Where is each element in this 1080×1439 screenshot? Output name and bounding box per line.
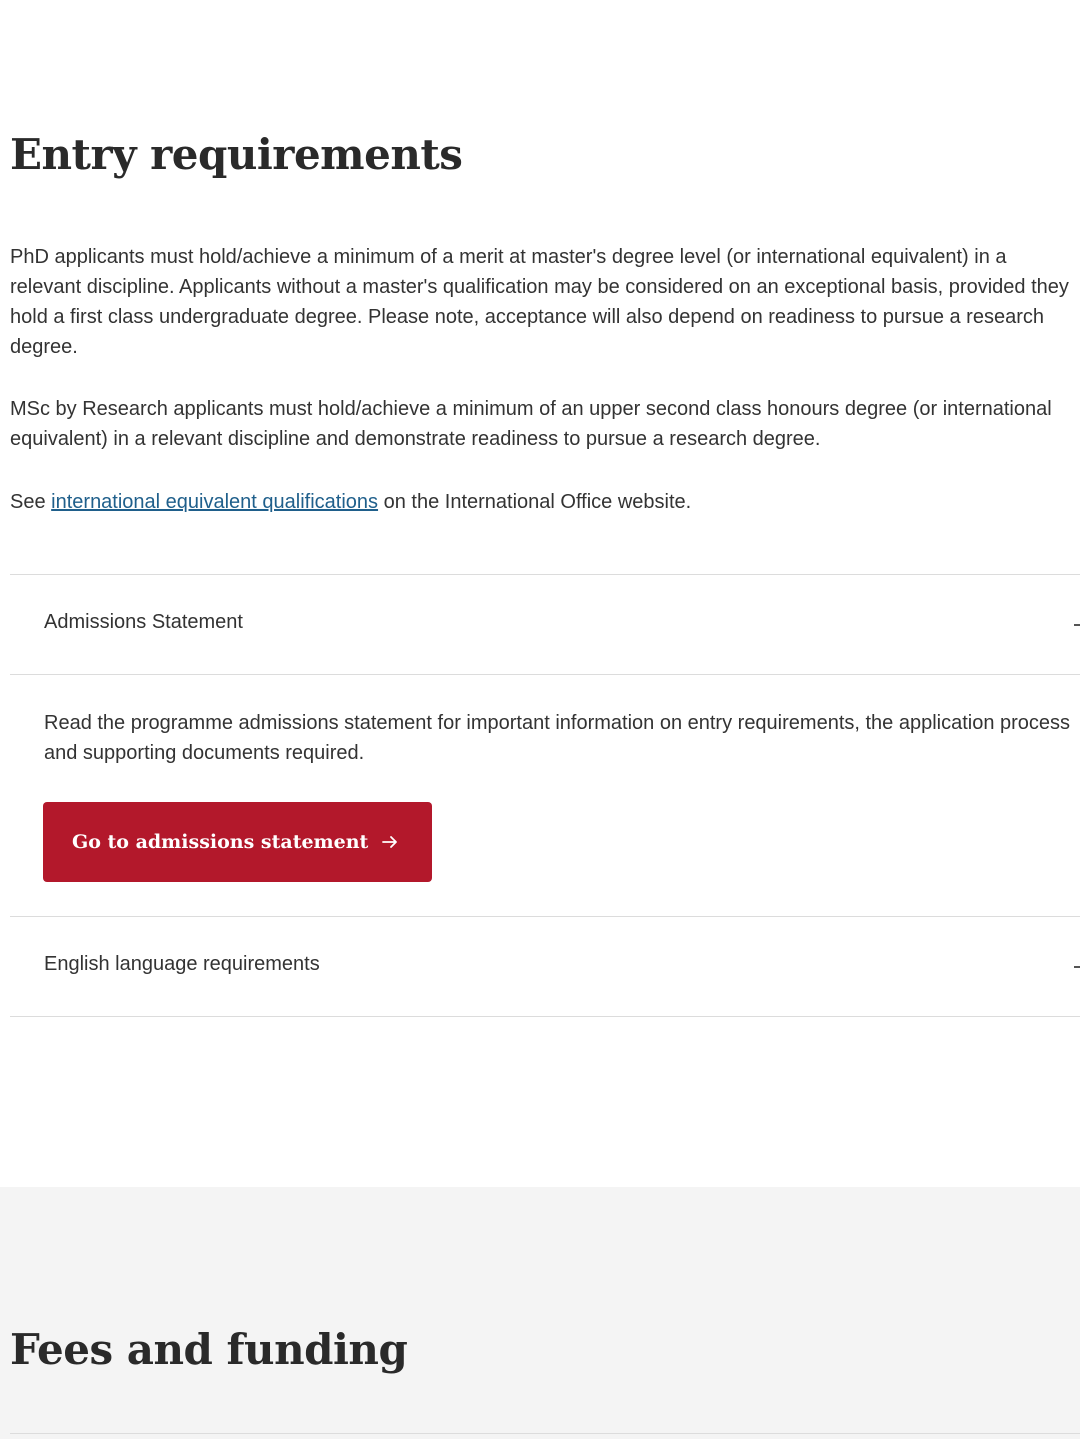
international-equivalents-prefix: See (10, 491, 52, 513)
admissions-statement-description: Read the programme admissions statement for important information on entry requirements, the application process and supporting documents required. (44, 712, 1071, 764)
international-equivalent-qualifications-link[interactable]: international equivalent qualifications (51, 491, 379, 513)
phd-requirements-line-4: degree. (10, 336, 78, 358)
divider (10, 1016, 1080, 1017)
english-language-title: English language requirements (44, 953, 320, 975)
msc-requirements-line-1: MSc by Research applicants must hold/achieve a minimum of an upper second class honours degree (or international (10, 398, 1052, 420)
phd-requirements-line-3: hold a first class undergraduate degree. Please note, acceptance will also depend on readiness to pursue a research (10, 306, 1044, 328)
english-language-accordion-header[interactable] (10, 917, 1080, 1016)
go-to-admissions-statement-label: Go to admissions statement (72, 831, 369, 853)
fees-and-funding-heading: Fees and funding (10, 1325, 408, 1374)
divider (10, 674, 1080, 675)
expand-toggle-icon[interactable] (1074, 966, 1080, 968)
phd-requirements-line-1: PhD applicants must hold/achieve a minimum of a merit at master's degree level (or international equivalent) in a (10, 246, 1007, 268)
divider (10, 1433, 1080, 1434)
international-equivalents-paragraph (10, 487, 1080, 517)
arrow-right-icon (380, 832, 400, 852)
msc-requirements-paragraph (10, 394, 1080, 454)
admissions-statement-accordion-header[interactable] (10, 575, 1080, 674)
msc-requirements-line-2: equivalent) in a relevant discipline and demonstrate readiness to pursue a research degree. (10, 428, 821, 450)
entry-requirements-heading: Entry requirements (10, 130, 463, 179)
collapse-minus-icon[interactable] (1074, 624, 1080, 626)
phd-requirements-paragraph (10, 242, 1080, 362)
admissions-statement-title: Admissions Statement (44, 611, 243, 633)
go-to-admissions-statement-button[interactable] (43, 802, 432, 882)
fees-and-funding-section (0, 1187, 1080, 1439)
phd-requirements-line-2: relevant discipline. Applicants without a master's qualification may be considered on an exceptional basis, provided they (10, 276, 1069, 298)
international-equivalents-suffix: on the International Office website. (378, 491, 692, 513)
